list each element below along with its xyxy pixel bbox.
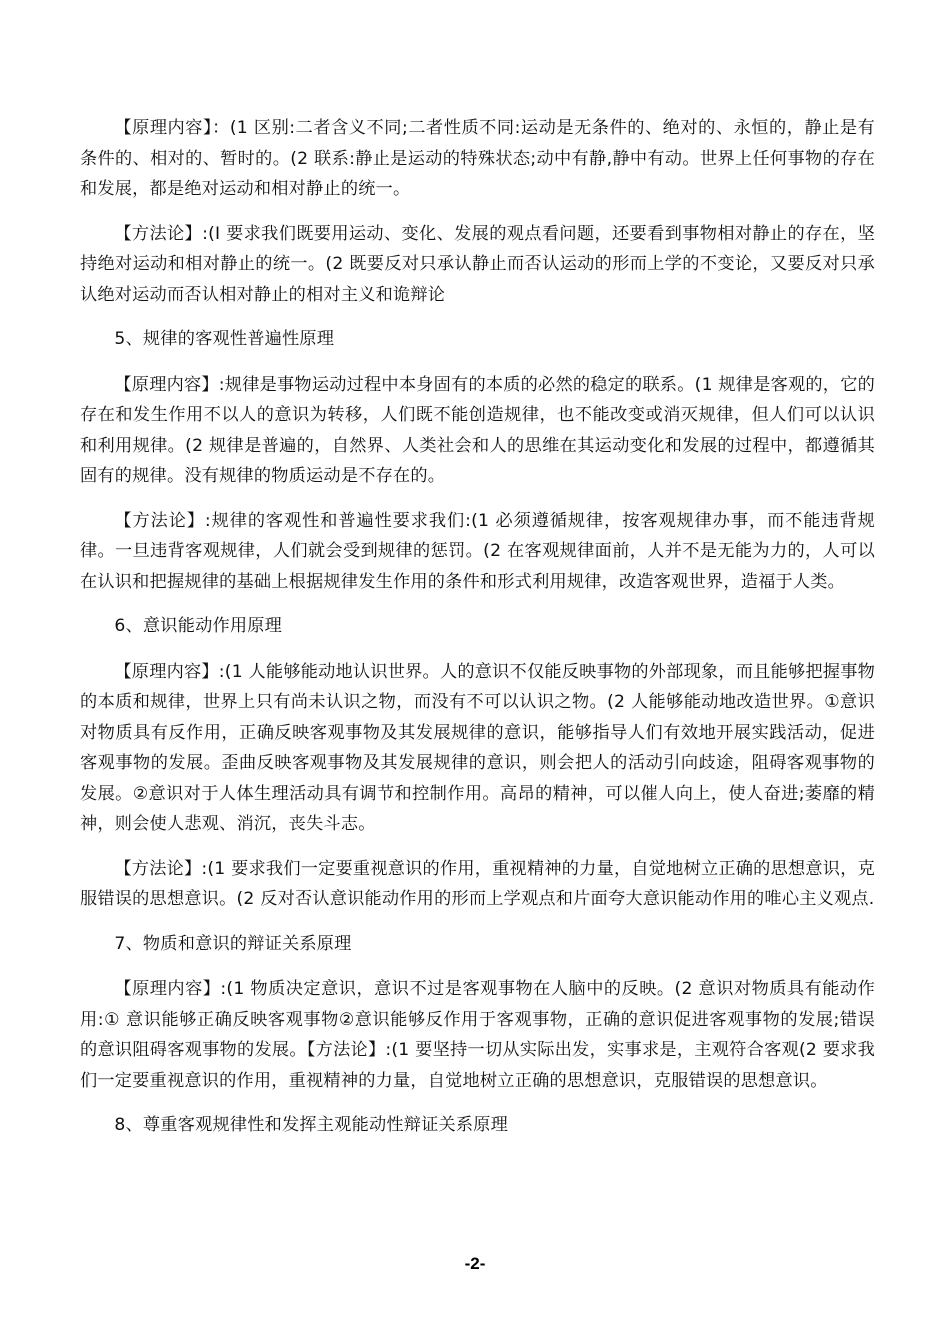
section-heading-7: 7、物质和意识的辩证关系原理	[114, 933, 352, 954]
paragraph-methodology-law: 【方法论】:规律的客观性和普遍性要求我们:(1 必须遵循规律，按客观规律办事，而不能违背规律。一旦违背客观规律，人们就会受到规律的惩罚。(2 在客观规律面前，人并不是无能为力的，人可以在认识和把握规律的基础上根据规律发生作用的条件和形式利用规律，改造客观世界，造福于人类。	[80, 510, 875, 592]
section-heading-8: 8、尊重客观规律性和发挥主观能动性辩证关系原理	[114, 1115, 509, 1135]
paragraph-principle-content-matter-consciousness: 【原理内容】:(1 物质决定意识，意识不过是客观事物在人脑中的反映。(2 意识对物质具有能动作用:① 意识能够正确反映客观事物②意识能够反作用于客观事物，正确的意识促进客观事物的发展;错误的意识阻碍客观事物的发展。【方法论】:(1 要坚持一切从实际出发，实事求是，主观符合客观(2 要求我们一定要重视意识的作用，重视精神的力量，自觉地树立正确的思想意识，克服错误的思想意识。	[80, 979, 875, 1091]
section-heading-6: 6、意识能动作用原理	[114, 616, 283, 636]
paragraph-principle-content-consciousness: 【原理内容】:(1 人能够能动地认识世界。人的意识不仅能反映事物的外部现象，而且能够把握事物的本质和规律，世界上只有尚未认识之物，而没有不可以认识之物。(2 人能够能动地改造世界。①意识对物质具有反作用，正确反映客观事物及其发展规律的意识，能够指导人们有效地开展实践活动，促进客观事物的发展。歪曲反映客观事物及其发展规律的意识，则会把人的活动引向歧途，阻碍客观事物的发展。②意识对于人体生理活动具有调节和控制作用。高昂的精神，可以催人向上，使人奋进;萎靡的精神，则会使人悲观、消沉，丧失斗志。	[80, 661, 875, 834]
paragraph-methodology-motion-stillness: 【方法论】:(I 要求我们既要用运动、变化、发展的观点看问题，还要看到事物相对静止的存在，坚持绝对运动和相对静止的统一。(2 既要反对只承认静止而否认运动的形而上学的不变论，又要反对只承认绝对运动而否认相对静止的相对主义和诡辩论	[80, 223, 875, 305]
paragraph-principle-content-law: 【原理内容】:规律是事物运动过程中本身固有的本质的必然的稳定的联系。(1 规律是客观的，它的存在和发生作用不以人的意识为转移，人们既不能创造规律，也不能改变或消灭规律，但人们可以认识和利用规律。(2 规律是普遍的，自然界、人类社会和人的思维在其运动变化和发展的过程中，都遵循其固有的规律。没有规律的物质运动是不存在的。	[80, 374, 875, 486]
paragraph-methodology-consciousness: 【方法论】:(1 要求我们一定要重视意识的作用，重视精神的力量，自觉地树立正确的思想意识，克服错误的思想意识。(2 反对否认意识能动作用的形而上学观点和片面夸大意识能动作用的唯心主义观点.	[80, 858, 875, 909]
section-heading-5: 5、规律的客观性普遍性原理	[114, 329, 335, 349]
paragraph-principle-content-motion-stillness: 【原理内容】：(1 区别:二者含义不同;二者性质不同:运动是无条件的、绝对的、永恒的，静止是有条件的、相对的、暂时的。(2 联系:静止是运动的特殊状态;动中有静,静中有动。世界上任何事物的存在和发展，都是绝对运动和相对静止的统一。	[80, 118, 875, 199]
page-number: -2-	[464, 1254, 486, 1273]
document-body	[80, 113, 875, 1156]
